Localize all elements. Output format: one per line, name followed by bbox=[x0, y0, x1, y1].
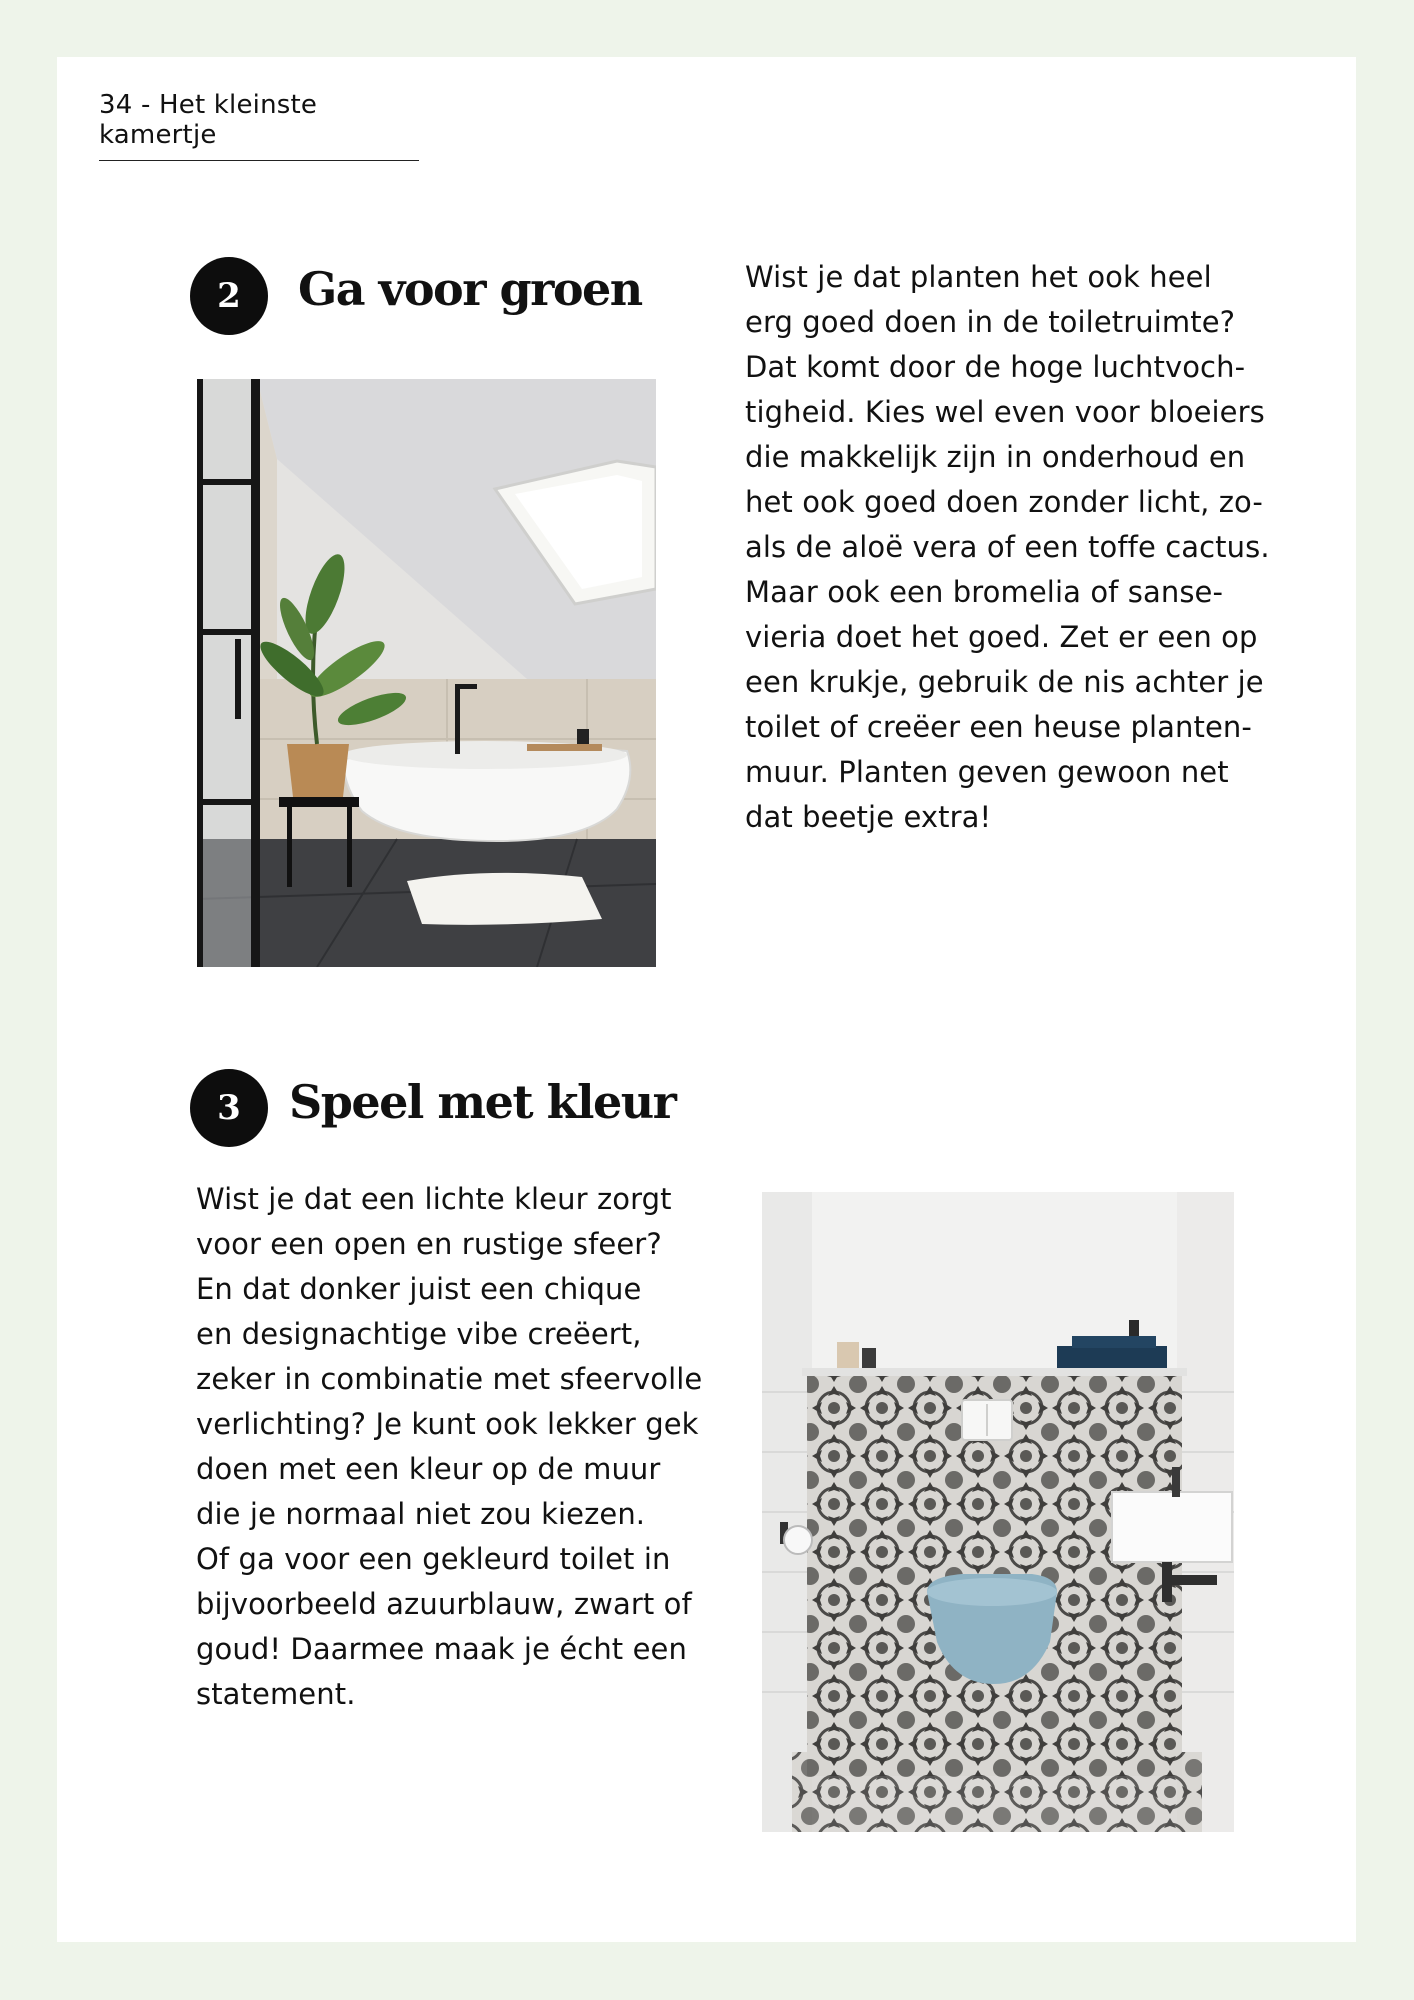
section-title-kleur: Speel met kleur bbox=[289, 1075, 676, 1129]
section-number-badge: 2 bbox=[190, 257, 268, 335]
running-head: 34 - Het kleinste kamertje bbox=[99, 90, 419, 161]
section-number-badge: 3 bbox=[190, 1069, 268, 1147]
section-body-groen: Wist je dat planten het ook heel erg goed doen in de toiletruimte? Dat komt door de hoge luchtvoch- tigheid. Kies wel even voor bloeiers die makkelijk zijn in onderhoud en het ook goed doen zonder licht, zo- als de aloë vera of een toffe cactus. Maar ook een bromelia of sanse- vieria doet het goed. Zet er een op een krukje, gebruik de nis achter je toilet of creëer een heuse planten- muur. Planten geven gewoon net dat beetje extra! bbox=[745, 260, 1270, 834]
bathroom-illustration bbox=[197, 379, 656, 967]
page bbox=[57, 57, 1356, 1942]
section-body-kleur: Wist je dat een lichte kleur zorgt voor een open en rustige sfeer? En dat donker juist een chique en designachtige vibe creëert, zeker in combinatie met sfeervolle verlichting? Je kunt ook lekker gek doen met een kleur op de muur die je normaal niet zou kiezen. Of ga voor een gekleurd toilet in bijvoorbeeld azuurblauw, zwart of goud! Daarmee maak je écht een statement. bbox=[196, 1182, 703, 1711]
toilet-illustration bbox=[762, 1192, 1234, 1832]
toilet-tiles-photo bbox=[762, 1192, 1234, 1832]
bathroom-plant-photo bbox=[197, 379, 656, 967]
section-title-groen: Ga voor groen bbox=[298, 262, 642, 316]
